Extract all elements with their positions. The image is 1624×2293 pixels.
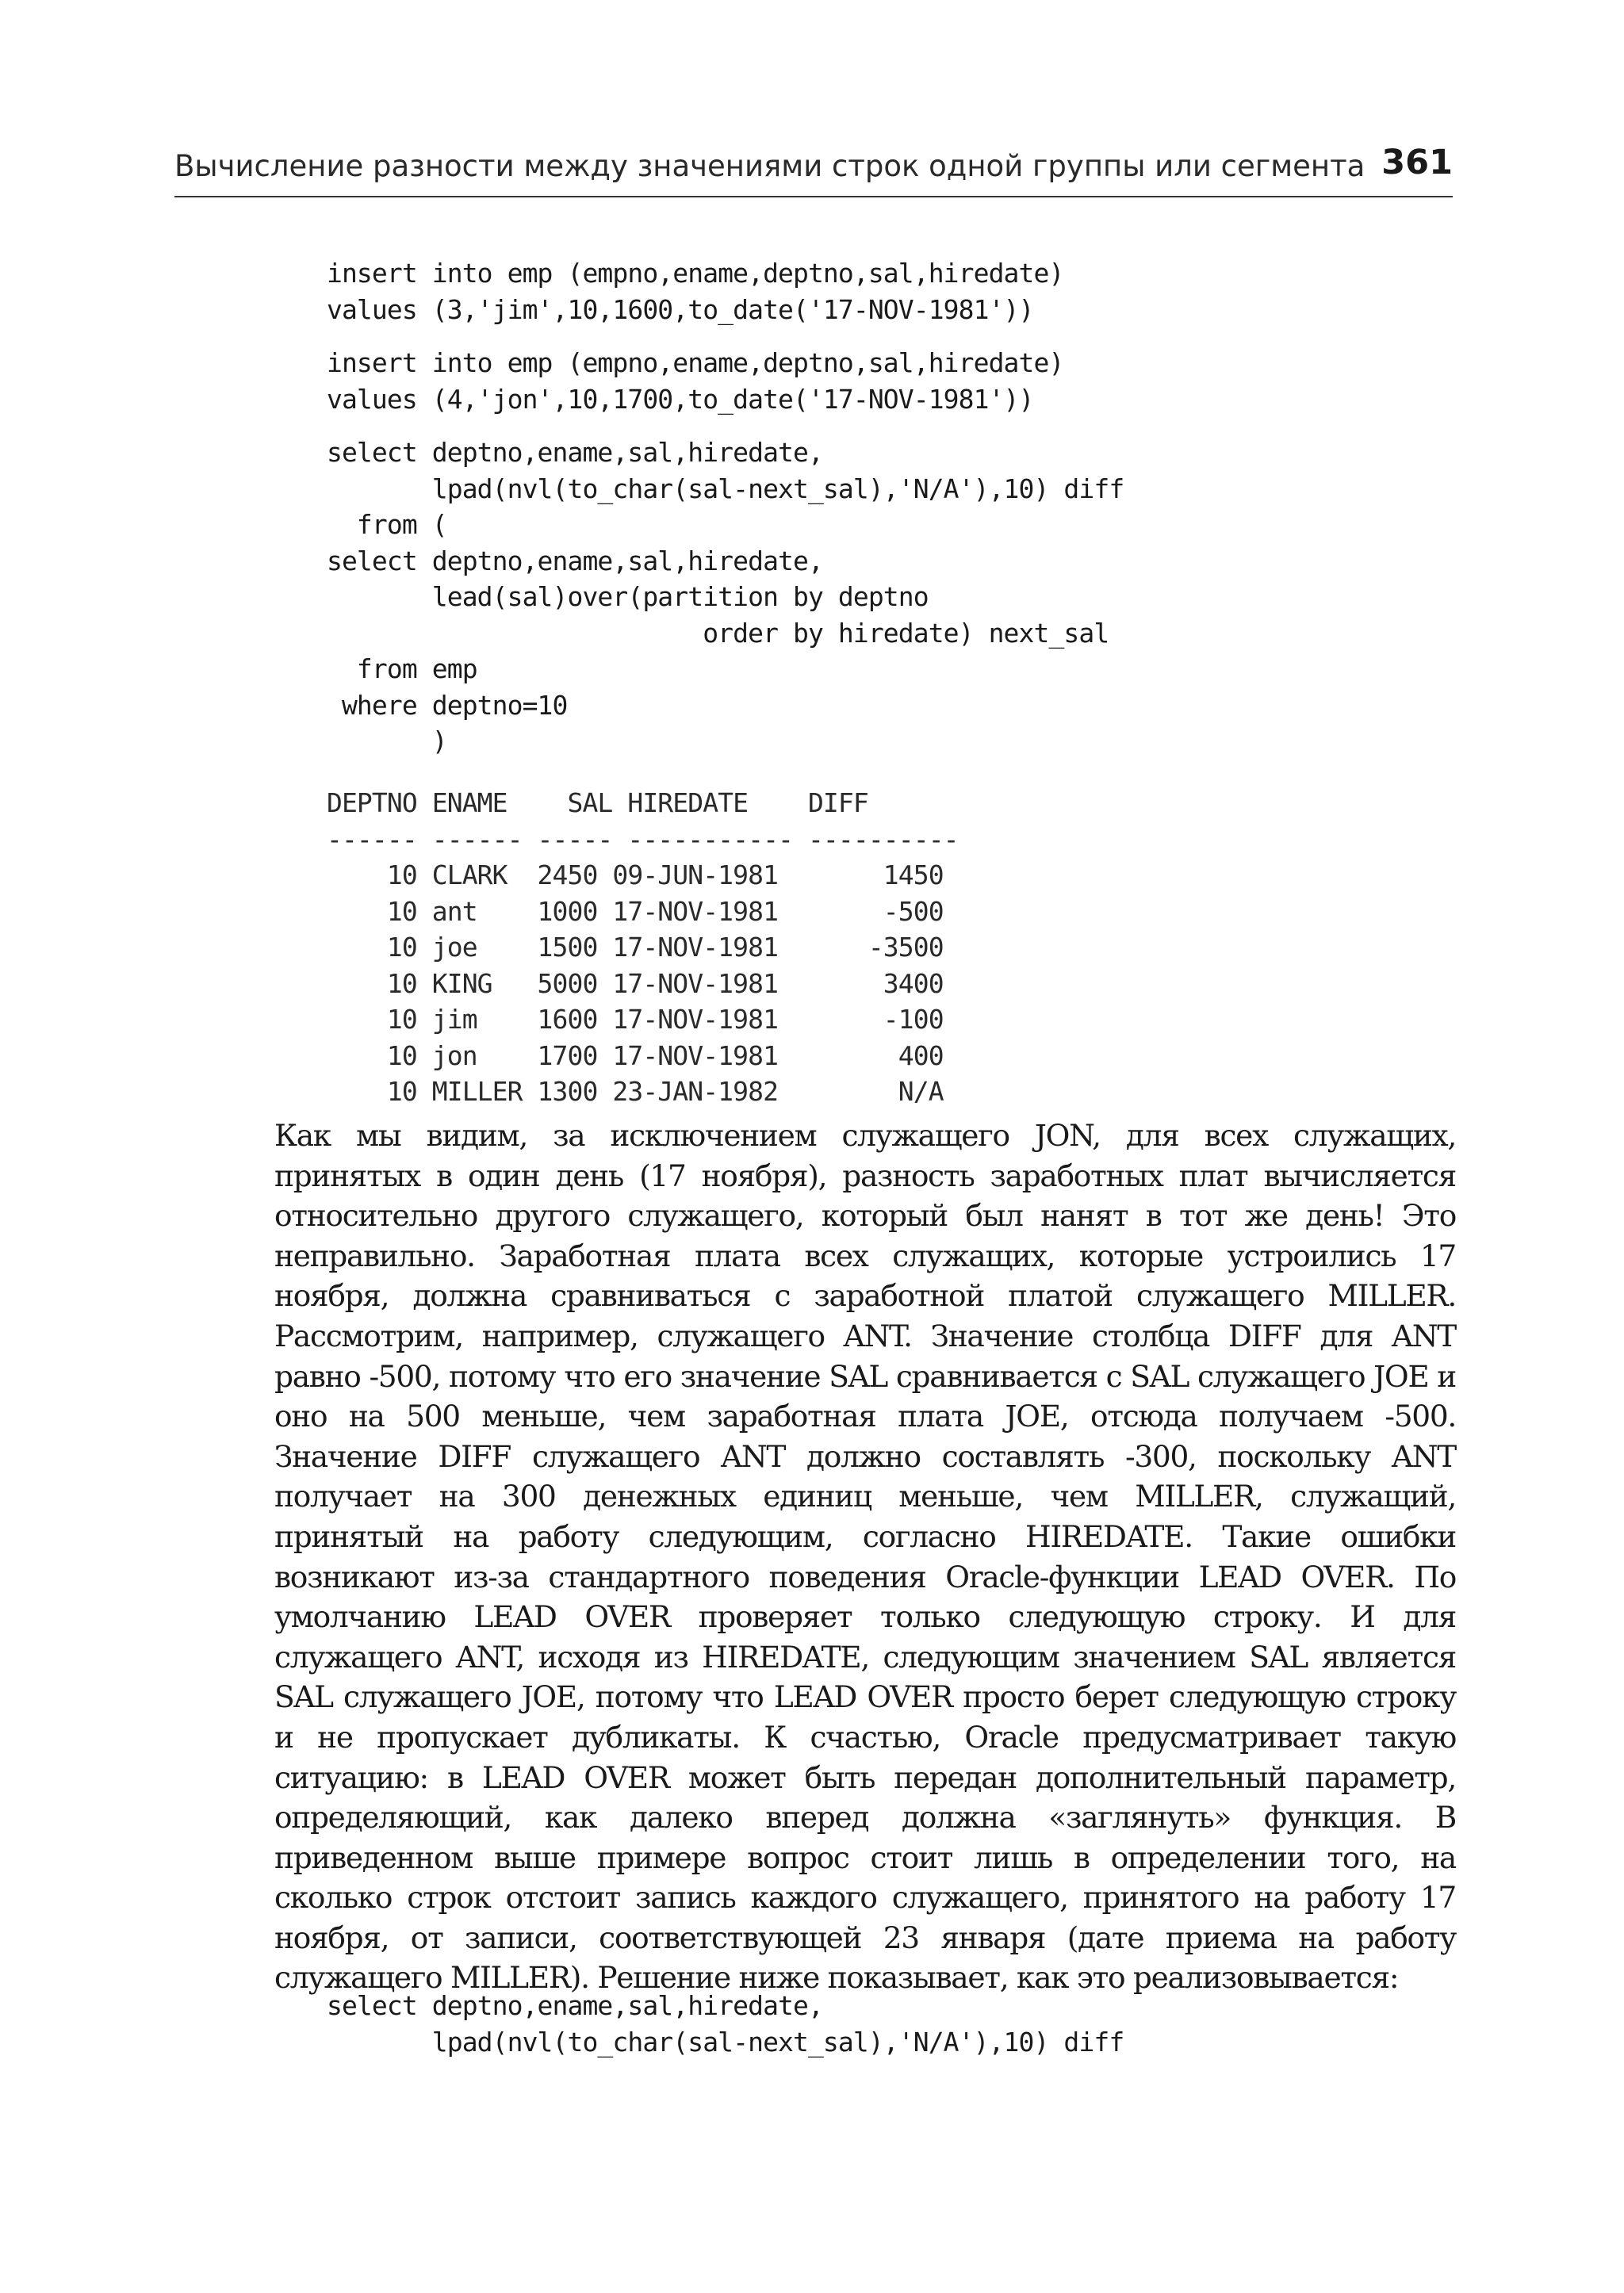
code-block-solution: select deptno,ename,sal,hiredate, lpad(nvl(to_char(sal-next_sal),'N/A'),10) diff (327, 1990, 1124, 2058)
code-block-insert-jon: insert into emp (empno,ename,deptno,sal,hiredate) values (4,'jon',10,1700,to_date('17-NOV-1981')) (327, 347, 1064, 415)
header-rule (174, 196, 1453, 197)
body-paragraph: Как мы видим, за исключением служащего JON, для всех служащих, принятых в один день (17 ноября), разность заработных плат вычисляется относительно другого служащего, который был нанят в тот же день! Это неправильно. Заработная плата всех служащих, которые устроились 17 ноября, должна сравниваться с заработной платой служащего MILLER. Рассмотрим, например, служащего ANT. Значение столбца DIFF для ANT равно -500, потому что его значение SAL сравнивается с SAL служащего JOE и оно на 500 меньше, чем заработная плата JOE, отсюда получаем -500. Значение DIFF служащего ANT должно составлять -300, поскольку ANT получает на 300 денежных единиц меньше, чем MILLER, служащий, принятый на работу следующим, согласно HIREDATE. Такие ошибки возникают из-за стандартного поведения Oracle-функции LEAD OVER. По умолчанию LEAD OVER проверяет только следующую строку. И для служащего ANT, исходя из HIREDATE, следующим значением SAL является SAL служащего JOE, потому что LEAD OVER просто берет следующую строку и не пропускает дубликаты. К счастью, Oracle предусматривает такую ситуацию: в LEAD OVER может быть передан дополнительный параметр, определяющий, как далеко вперед должна «заглянуть» функция. В приведенном выше примере вопрос стоит лишь в определении того, на сколько строк отстоит запись каждого служащего, принятого на работу 17 ноября, от записи, соответствующей 23 января (дате приема на работу служащего MILLER). Решение ниже показывает, как это реализовывается: (274, 1118, 1456, 1996)
code-block-insert-jim: insert into emp (empno,ename,deptno,sal,hiredate) values (3,'jim',10,1600,to_date('17-NOV-1981')) (327, 258, 1064, 325)
page-number: 361 (1381, 143, 1453, 182)
running-title: Вычисление разности между значениями строк одной группы или сегмента (174, 149, 1365, 183)
query-result-table: DEPTNO ENAME SAL HIREDATE DIFF ------ ------ ----- ----------- ---------- 10 CLARK 2450 09-JUN-1981 1450 10 ant 1000 17-NOV-1981 -500 10 joe 1500 17-NOV-1981 -3500 10 KING 5000 17-NOV-1981 3400 10 jim 1600 17-NOV-1981 -100 10 jon 1700 17-NOV-1981 400 10 MILLER 1300 23-JAN-1982 N/A (327, 787, 959, 1107)
code-block-select-query: select deptno,ename,sal,hiredate, lpad(nvl(to_char(sal-next_sal),'N/A'),10) diff from ( select deptno,ename,sal,hiredate, lead(sal)over(partition by deptno order by hiredate) next_sal from emp where deptno=10 ) (327, 437, 1124, 756)
